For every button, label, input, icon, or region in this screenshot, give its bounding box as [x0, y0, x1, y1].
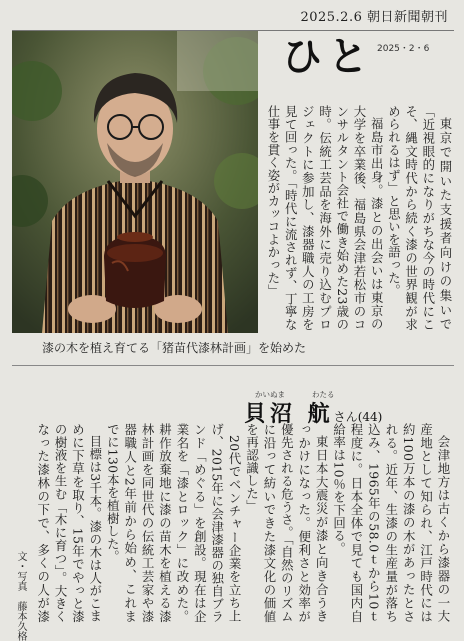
article-frame — [12, 30, 454, 641]
person-age: (44) — [357, 410, 383, 424]
name-reading-given: わたる — [312, 390, 335, 399]
article-bottom-body — [36, 423, 452, 623]
column-title: ひと — [282, 34, 374, 80]
article-top-body — [262, 105, 454, 331]
section-divider — [12, 365, 454, 366]
photo-caption: 漆の木を植え育てる「猪苗代漆林計画」を始めた — [42, 341, 307, 355]
portrait-photo — [12, 31, 258, 333]
column-date: 2025・2・6 — [377, 44, 430, 54]
portrait-illustration — [12, 31, 258, 333]
person-name: 貝沼 航 — [244, 401, 334, 427]
article-paragraph: 目標は3千本。漆の木は人がこまめに下草を取り、15年でやっと漆の樹液を生む「木に育つ」。大きくなった漆林の下で、多くの人が漆 — [36, 423, 103, 623]
person-suffix: さん — [333, 410, 358, 424]
article-paragraph: 福島市出身。漆との出会いは東京の大学を卒業後、福島県会津若松市のコンサルタント会社で働き始めた23歳の時。伝統工芸品を海外に売り込むプロジェクトに参加し、漆器職人の工房を見て回った。「時代に流されず、丁寧な仕事を貫く姿がカッコよかった」 — [265, 105, 385, 331]
name-reading-family: かいぬま — [255, 390, 285, 399]
article-paragraph: 20代でベンチャー企業を立ち上げ、2015年に会津漆器の独自ブランド「めぐる」を創設。現在は企業名を「漆とロック」に改めた。耕作放棄地に漆の苗木を植える漆林計画を同世代の伝統工芸家や漆器職人と2年前から始め、これまでに130本を植樹した。 — [105, 423, 243, 623]
byline: 文・写真 藤本久格 — [15, 551, 26, 641]
dateline: 2025.2.6 朝日新聞朝刊 — [300, 10, 448, 25]
article-paragraph: 会津地方は古くから漆器の一大産地として知られ、江戸時代には約100万本の漆の木があったとされる。近年、生漆の生産量が落ち込み、1965年の58.0ｔから10ｔ程度に。日本全体で見ても国内自給率は10％を下回る。 — [331, 423, 451, 623]
article-paragraph: 東日本大震災が漆と向き合うきっかけになった。便利さと効率が優先される危うさ。「自然のリズムに沿って紡いできた漆文化の価値を再認識した」 — [244, 423, 330, 623]
article-paragraph: 東京で開いた支援者向けの集いで「近視眼的になりがちな今の時代にこそ、縄文時代から続く漆の世界観が求められるはず」と思いを語った。 — [386, 105, 453, 331]
